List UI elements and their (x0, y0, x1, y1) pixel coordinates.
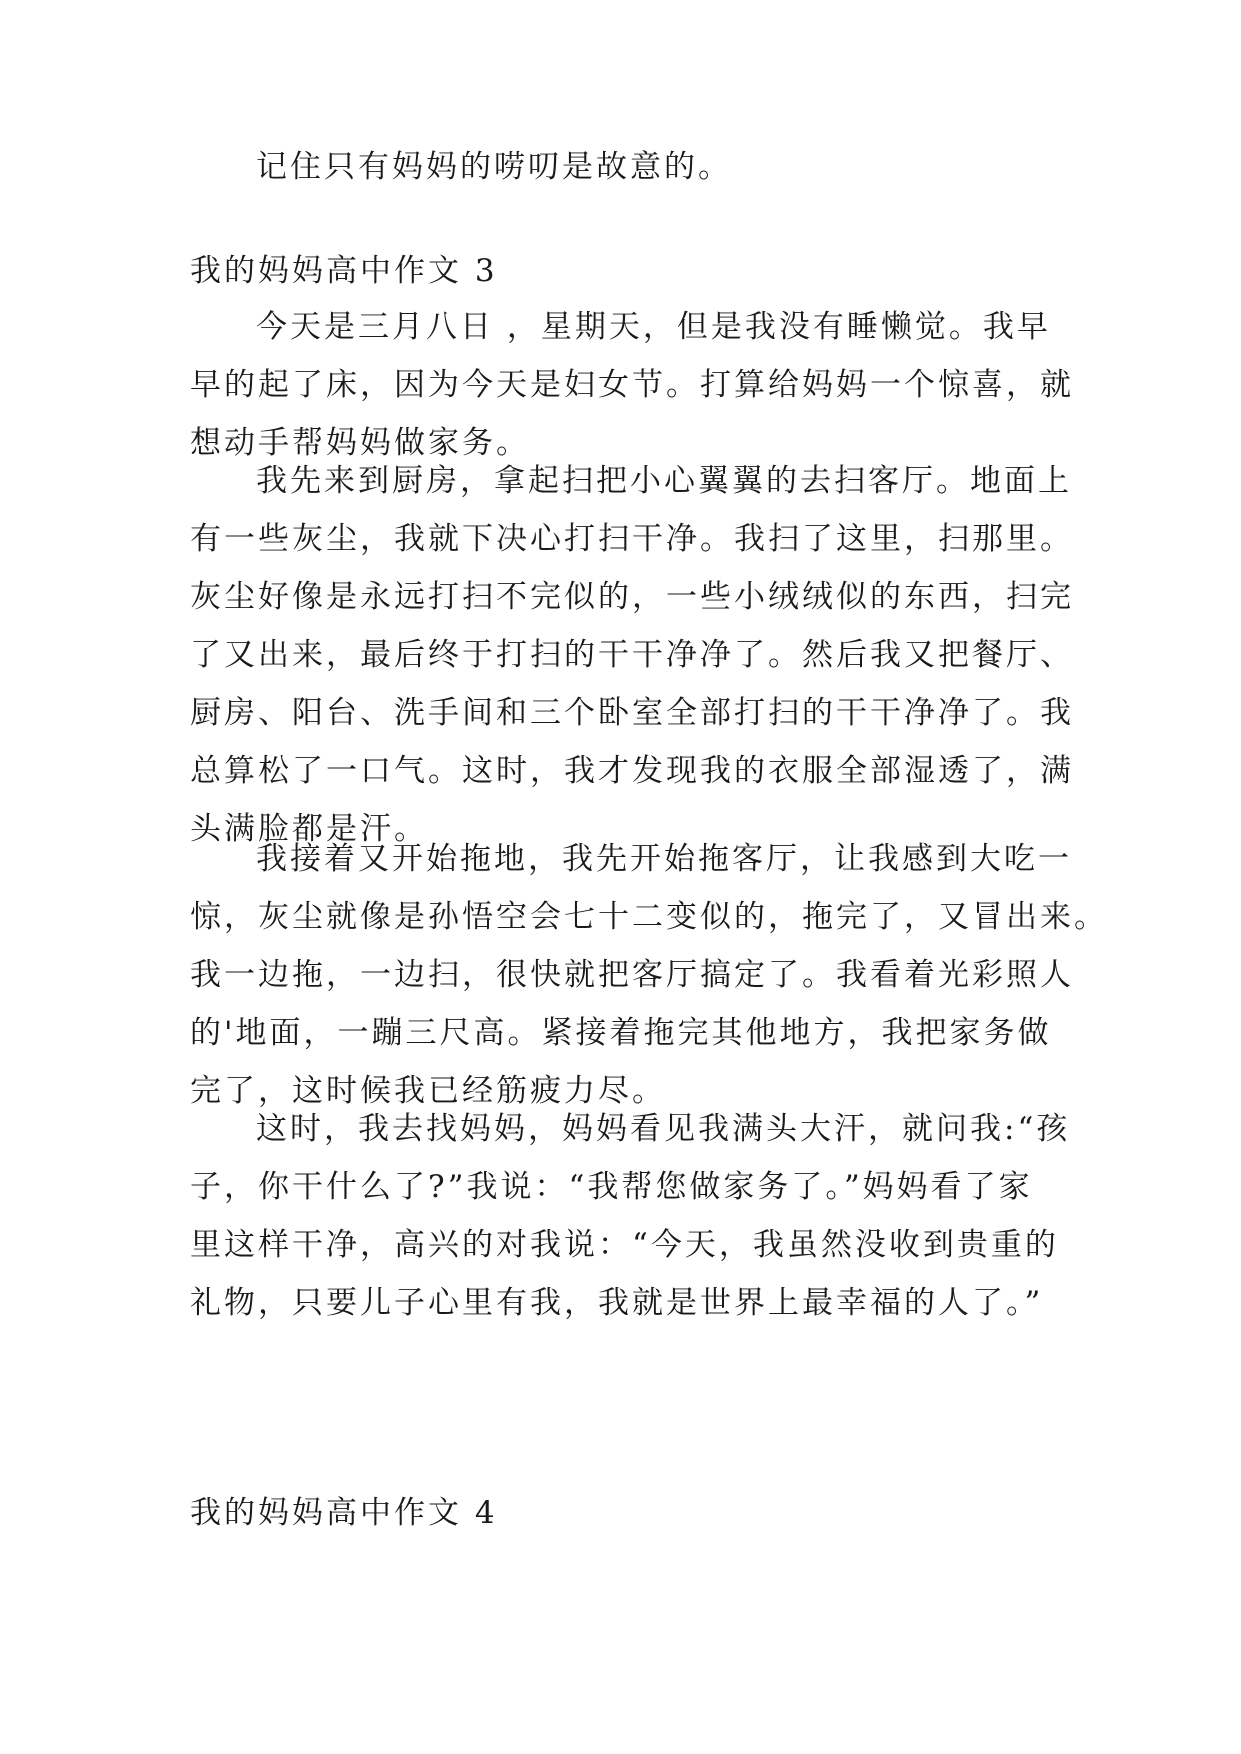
paragraph-line: 的'地面，一蹦三尺高。紧接着拖完其他地方，我把家务做 (190, 1015, 1052, 1051)
section-heading-3: 我的妈妈高中作文 3 (190, 253, 498, 289)
paragraph-line: 早的起了床，因为今天是妇女节。打算给妈妈一个惊喜，就 (190, 367, 1074, 403)
paragraph-line: 礼物，只要儿子心里有我，我就是世界上最幸福的人了。” (190, 1285, 1044, 1321)
section3-paragraph-1 (190, 298, 1074, 472)
paragraph-line: 灰尘好像是永远打扫不完似的，一些小绒绒似的东西，扫完 (190, 579, 1074, 615)
paragraph-line: 想动手帮妈妈做家务。 (190, 425, 530, 461)
paragraph-line: 惊，灰尘就像是孙悟空会七十二变似的，拖完了，又冒出来。 (190, 899, 1108, 935)
paragraph-line: 这时，我去找妈妈，妈妈看见我满头大汗，就问我:“孩 (256, 1111, 1071, 1147)
paragraph-line: 厨房、阳台、洗手间和三个卧室全部打扫的干干净净了。我 (190, 695, 1074, 731)
section-heading-4: 我的妈妈高中作文 4 (190, 1495, 498, 1531)
section3-paragraph-3 (190, 830, 1108, 1120)
paragraph-line: 总算松了一口气。这时，我才发现我的衣服全部湿透了，满 (190, 753, 1074, 789)
paragraph-line: 了又出来，最后终于打扫的干干净净了。然后我又把餐厅、 (190, 637, 1074, 673)
paragraph-line: 有一些灰尘，我就下决心打扫干净。我扫了这里，扫那里。 (190, 521, 1074, 557)
paragraph-line: 记住只有妈妈的唠叨是故意的。 (256, 149, 732, 185)
paragraph-line: 子，你干什么了?”我说：“我帮您做家务了。”妈妈看了家 (190, 1169, 1033, 1205)
intro-paragraph (190, 138, 1070, 196)
paragraph-line: 我接着又开始拖地，我先开始拖客厅，让我感到大吃一 (256, 841, 1072, 877)
paragraph-line: 头满脸都是汗。 (190, 811, 428, 847)
paragraph-line: 我先来到厨房，拿起扫把小心翼翼的去扫客厅。地面上 (256, 463, 1072, 499)
paragraph-line: 完了，这时候我已经筋疲力尽。 (190, 1073, 666, 1109)
paragraph-line: 里这样干净，高兴的对我说：“今天，我虽然没收到贵重的 (190, 1227, 1059, 1263)
paragraph-line: 我一边拖，一边扫，很快就把客厅搞定了。我看着光彩照人 (190, 957, 1074, 993)
section3-paragraph-2 (190, 452, 1074, 858)
section3-paragraph-4 (190, 1100, 1070, 1332)
paragraph-line: 今天是三月八日 ，星期天，但是我没有睡懒觉。我早 (256, 309, 1051, 345)
